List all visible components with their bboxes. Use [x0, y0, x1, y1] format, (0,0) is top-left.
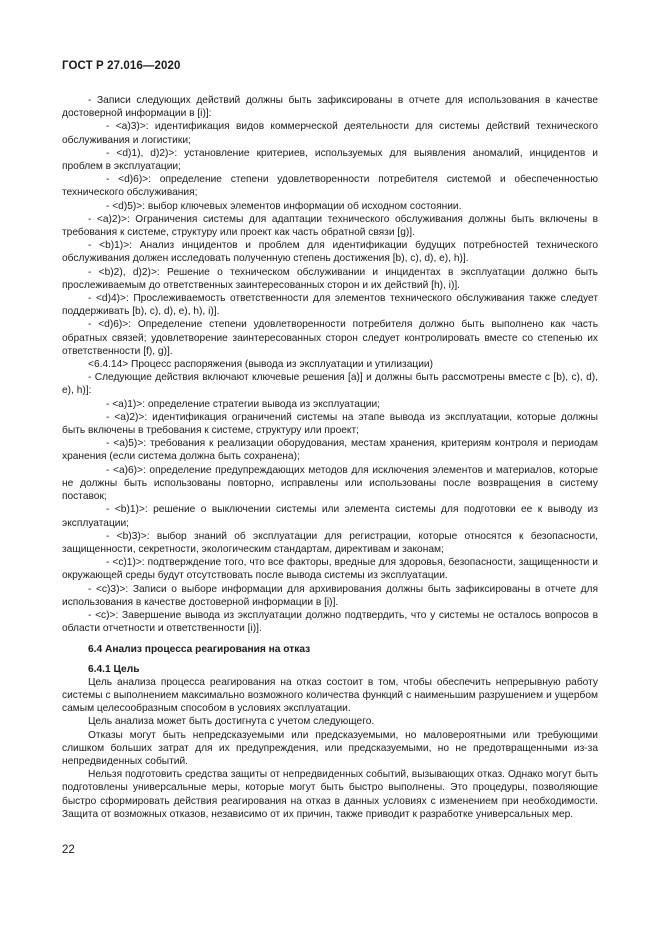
list-item: - <a)5)>: требования к реализации оборудования, местам хранения, критериям контроля и периодам хранения (если система должна быть сохранена);	[62, 438, 598, 463]
subsection-title: <6.4.14> Процесс распоряжения (вывода из эксплуатации и утилизации)	[88, 359, 433, 371]
paragraph: - <a)2)>: Ограничения системы для адаптации технического обслуживания должны быть включены в требования к системе, структуру или проект как часть обратной связи [g)].	[62, 213, 598, 239]
list-item: - <b)1)>: решение о выключении системы или элемента системы для подготовки ее к выводу из эксплуатации;	[62, 504, 598, 529]
list-item: - <d)1), d)2)>: установление критериев, используемых для выявления аномалий, инцидентов и проблем в эксплуатации;	[62, 147, 598, 173]
paragraph: - <b)2), d)2)>: Решение о техническом обслуживании и инцидентах в эксплуатации должно быть прослеживаемым до ответственных заинтересованных сторон и их действий [h), i)].	[62, 266, 598, 291]
list-item: - <a)1)>: определение стратегии вывода из эксплуатации;	[106, 398, 381, 410]
page-number: 22	[62, 844, 75, 856]
paragraph: - <d)4)>: Прослеживаемость ответственности для элементов технического обслуживания также следует поддерживать [b), c), d), e), h), i)].	[62, 293, 598, 318]
list-item: - <d)6)>: определение степени удовлетворенности потребителя системой и обеспеченностью технического обслуживания;	[62, 174, 598, 199]
paragraph: Цель анализа процесса реагирования на отказ состоит в том, чтобы обеспечить непрерывную работу системы с выполнением максимально возможного количества функций с наименьшим разрушением и ущербом самым целесообразным способом в условиях эксплуатации.	[62, 676, 598, 715]
list-item: - <c)1)>: подтверждение того, что все факторы, вредные для здоровья, безопасности, защищенности и окружающей среды будут отсутствовать после вывода системы из эксплуатации.	[62, 557, 598, 582]
subsection-heading: 6.4.1 Цель	[88, 663, 140, 675]
paragraph: - <c)3)>: Записи о выборе информации для архивирования должны быть зафиксированы в отчете для использования в качестве достоверной информации в [i)].	[62, 583, 598, 608]
list-item: - <a)2)>: идентификация ограничений системы на этапе вывода из эксплуатации, которые должны быть включены в требования к системе, структуру или проект;	[62, 411, 598, 437]
paragraph: Нельзя подготовить средства защиты от непредвиденных событий, вызывающих отказ. Однако могут быть подготовлены универсальные меры, которые могут быть быстро выполнены. Это процедуры, позволяющие быстро сформировать действия реагирования на отказ в данных условиях с изменением при необходимости. Защита от возможных отказов, независимо от их причин, также приводит к разработке универсальных мер.	[62, 769, 598, 820]
paragraph: - Записи следующих действий должны быть зафиксированы в отчете для использования в качестве достоверной информации в [i)]:	[62, 95, 598, 120]
list-item: - <b)3)>: выбор знаний об эксплуатации для регистрации, которые относятся к безопасности, защищенности, секретности, экологическим стандартам, директивам и законам;	[62, 530, 598, 555]
list-item: - <d)5)>: выбор ключевых элементов информации об исходном состоянии.	[106, 200, 462, 212]
paragraph: - <c)>: Завершение вывода из эксплуатации должно подтвердить, что у системы не осталось вопросов в области отчетности и ответственности [i)].	[62, 609, 598, 635]
document-header: ГОСТ Р 27.016—2020	[62, 60, 181, 72]
paragraph: - <d)6)>: Определение степени удовлетворенности потребителя должно быть выполнено как часть обратных связей; удовлетворение заинтересованных сторон следует контролировать вместе со степенью их ответственности [f), g)].	[62, 319, 598, 357]
document-body	[62, 94, 598, 821]
paragraph: - <b)1)>: Анализ инцидентов и проблем для идентификации будущих потребностей технического обслуживания должен исследовать полученную степень достижения [b), c), d), e), h)].	[62, 240, 598, 265]
list-item: - <a)3)>: идентификация видов коммерческой деятельности для системы действий технического обслуживания и логистики;	[62, 121, 598, 146]
paragraph: Цель анализа может быть достигнута с учетом следующего.	[88, 716, 375, 728]
paragraph: - Следующие действия включают ключевые решения [a)] и должны быть рассмотрены вместе с [b), c), d), e), h)]:	[62, 372, 598, 397]
list-item: - <a)6)>: определение предупреждающих методов для исключения элементов и материалов, которые не должны быть использованы повторно, исправлены или использованы после возвращения в систему поставок;	[62, 464, 598, 503]
paragraph: Отказы могут быть непредсказуемыми или предсказуемыми, но маловероятными или требующими слишком больших затрат для их предупреждения, или предсказуемыми, но не предотвращенными из-за непредвиденных событий.	[62, 729, 598, 767]
section-heading: 6.4 Анализ процесса реагирования на отказ	[88, 644, 311, 656]
